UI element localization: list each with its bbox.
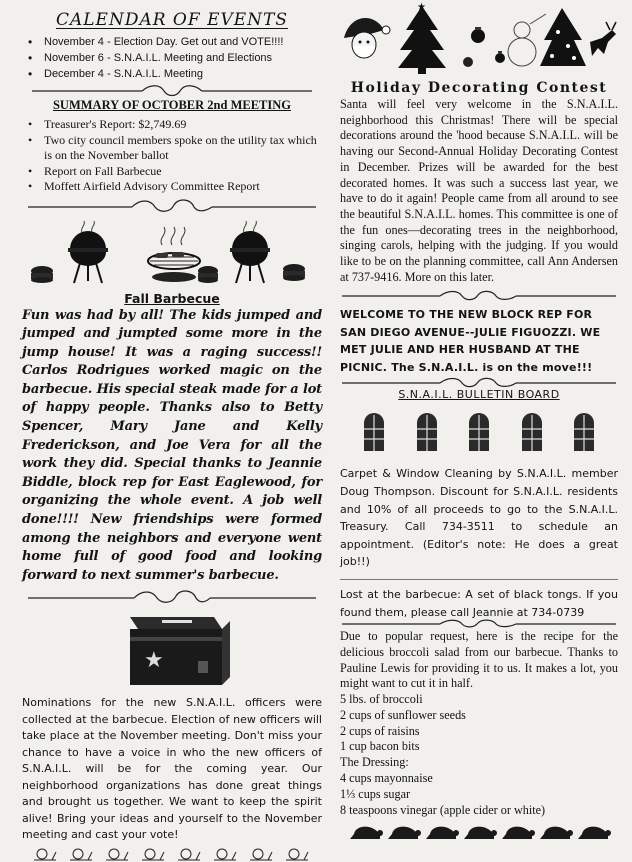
calendar-item: • December 4 - S.N.A.I.L. Meeting bbox=[44, 66, 322, 82]
snail-icon bbox=[502, 827, 535, 839]
recipe-line: 4 cups mayonnaise bbox=[340, 770, 433, 785]
snail-icon bbox=[106, 849, 128, 860]
snail-icon bbox=[142, 849, 164, 860]
recipe-line: 8 teaspoons vinegar (apple cider or white) bbox=[340, 802, 546, 817]
swirl-divider bbox=[22, 82, 322, 98]
window-icon bbox=[415, 411, 439, 453]
snail-icon bbox=[178, 849, 200, 860]
snail-border bbox=[340, 822, 618, 842]
christmas-illustration bbox=[340, 0, 618, 78]
window-icon bbox=[467, 411, 491, 453]
snail-icon bbox=[388, 827, 421, 839]
welcome-announcement: WELCOME TO THE NEW BLOCK REP FOR SAN DIEGO AVENUE--JULIE FIGUOZZI. WE MET JULIE AND HER HUSBAND AT THE PICNIC. The S.N.A.I.L. is on the move!!! bbox=[340, 308, 601, 374]
summary-list bbox=[22, 117, 322, 195]
hamburger-icon bbox=[283, 264, 305, 281]
recipe-line: 1⅓ cups sugar bbox=[340, 786, 411, 801]
lost-and-found: Lost at the barbecue: A set of black tongs. If you found them, please call Jeannie at 734-0739 bbox=[340, 588, 618, 619]
fall-barbecue-body: Fun was had by all! The kids jumped and jumped and jumpted some more in the jump house! It was a raging success!! Carlos Rodrigues worked magic on the barbecue. His special steak made for a lot of happy people. Thanks also to Betty Spencer, Mary Jane and Kelly Frederickson, and Joe Vera for all the work they did. Special thanks to Jeannie Biddle, block rep for East Eaglewood, for organizing the whole event. A job well done!!!! New friendships were formed among the neighbors and everyone went home full of good food and looking forward to next summer's barbecue. bbox=[22, 307, 322, 583]
recipe-line: The Dressing: bbox=[340, 755, 409, 770]
recipe-line: 5 lbs. of broccoli bbox=[340, 692, 423, 706]
hamburger-icon bbox=[198, 266, 218, 283]
snail-icon bbox=[286, 849, 308, 860]
santa-icon bbox=[344, 18, 390, 58]
swirl-divider bbox=[340, 288, 618, 302]
recipe-ingredients bbox=[340, 692, 618, 818]
holiday-contest-title: Holiday Decorating Contest bbox=[350, 80, 608, 96]
snail-icon bbox=[70, 849, 92, 860]
window-illustration-row bbox=[340, 411, 618, 455]
left-column bbox=[22, 0, 322, 862]
snail-icon bbox=[250, 849, 272, 860]
swirl-divider bbox=[22, 587, 322, 607]
snail-icon bbox=[350, 827, 383, 839]
calendar-item: • November 6 - S.N.A.I.L. Meeting and Elections bbox=[44, 50, 322, 66]
christmas-tree-icon bbox=[398, 2, 446, 74]
summary-item: • Moffett Airfield Advisory Committee Report bbox=[44, 179, 322, 195]
recipe-intro: Due to popular request, here is the recipe for the delicious broccoli salad from our barbecue. Thanks to Pauline Lewis for providing it to us. It makes a lot, you might want to cut it in half. bbox=[340, 629, 618, 691]
bulletin-board-title: S.N.A.I.L. BULLETIN BOARD bbox=[398, 388, 560, 402]
barbecue-illustration bbox=[22, 219, 322, 291]
snowman-icon bbox=[508, 14, 546, 66]
reindeer-icon bbox=[590, 22, 616, 56]
grill-icon bbox=[68, 221, 108, 283]
snail-icon bbox=[578, 827, 611, 839]
recipe-line: 1 cup bacon bits bbox=[340, 739, 420, 754]
svg-text:★: ★ bbox=[417, 2, 426, 13]
window-icon bbox=[520, 411, 544, 453]
grill-icon bbox=[230, 221, 270, 283]
hamburger-icon bbox=[31, 266, 53, 283]
fall-barbecue-title: Fall Barbecue bbox=[124, 290, 220, 306]
summary-item: • Report on Fall Barbecue bbox=[44, 164, 322, 180]
snail-icon bbox=[34, 849, 56, 860]
snail-icon bbox=[214, 849, 236, 860]
summary-item: • Two city council members spoke on the utility tax which is on the November ballot bbox=[44, 133, 322, 164]
snail-icon bbox=[464, 827, 497, 839]
hotdog-grill-icon bbox=[148, 227, 200, 282]
divider-line bbox=[340, 579, 618, 580]
calendar-title: CALENDAR OF EVENTS bbox=[55, 10, 289, 30]
christmas-tree-icon bbox=[540, 8, 586, 66]
summary-title: SUMMARY OF OCTOBER 2nd MEETING bbox=[52, 98, 291, 112]
window-icon bbox=[362, 411, 386, 453]
svg-text:★: ★ bbox=[144, 648, 164, 674]
calendar-list bbox=[22, 34, 322, 82]
nominations-body: Nominations for the new S.N.A.I.L. officers were collected at the barbecue. Election of new officers will take place at the November meeting. Don't miss your chance to have a voice in who the new officers of S.N.A.I.L. will be for the coming year. Our neighborhood organizations has done great things and brought us together. We want to keep the spirit alive! Bring your ideas and yourself to the November meeting and cast your vote! bbox=[22, 696, 322, 842]
swirl-divider bbox=[340, 376, 618, 388]
window-icon bbox=[572, 411, 596, 453]
carpet-cleaning-ad: Carpet & Window Cleaning by S.N.A.I.L. member Doug Thompson. Discount for S.N.A.I.L. residents and 10% of all proceeds to go to the S.N.A.I.L. Treasury. Call 734-3511 to schedule an appointment. (Editor's note: He does a great job!!) bbox=[340, 467, 618, 569]
recipe-line: 2 cups of sunflower seeds bbox=[340, 707, 466, 722]
ballot-box-illustration bbox=[22, 609, 322, 689]
snail-border bbox=[22, 846, 322, 862]
snail-icon bbox=[540, 827, 573, 839]
ornaments-icon bbox=[463, 27, 505, 67]
right-column bbox=[340, 0, 618, 842]
snail-icon bbox=[426, 827, 459, 839]
recipe-line: 2 cups of raisins bbox=[340, 723, 420, 738]
holiday-contest-body: Santa will feel very welcome in the S.N.A.I.L. neighborhood this Christmas! There will be special decorations around the 'hood because S.N.A.I.L. will be having our Second-Annual Holiday Decorating Contest in December. Prizes will be awarded for the best decorated homes. It was such a success last year, we have to do it again! People came from all around to see the beautiful S.N.A.I.L. homes. This committee is one of the fun ones—decorating trees in the neighborhood, singing carols, helping with the judging. If you would like to be on the planning committee, call Ann Andersen at 737-9416. More on this later. bbox=[340, 97, 618, 284]
calendar-item: • November 4 - Election Day. Get out and VOTE!!!! bbox=[44, 34, 322, 50]
summary-item: • Treasurer's Report: $2,749.69 bbox=[44, 117, 322, 133]
swirl-divider bbox=[22, 195, 322, 215]
